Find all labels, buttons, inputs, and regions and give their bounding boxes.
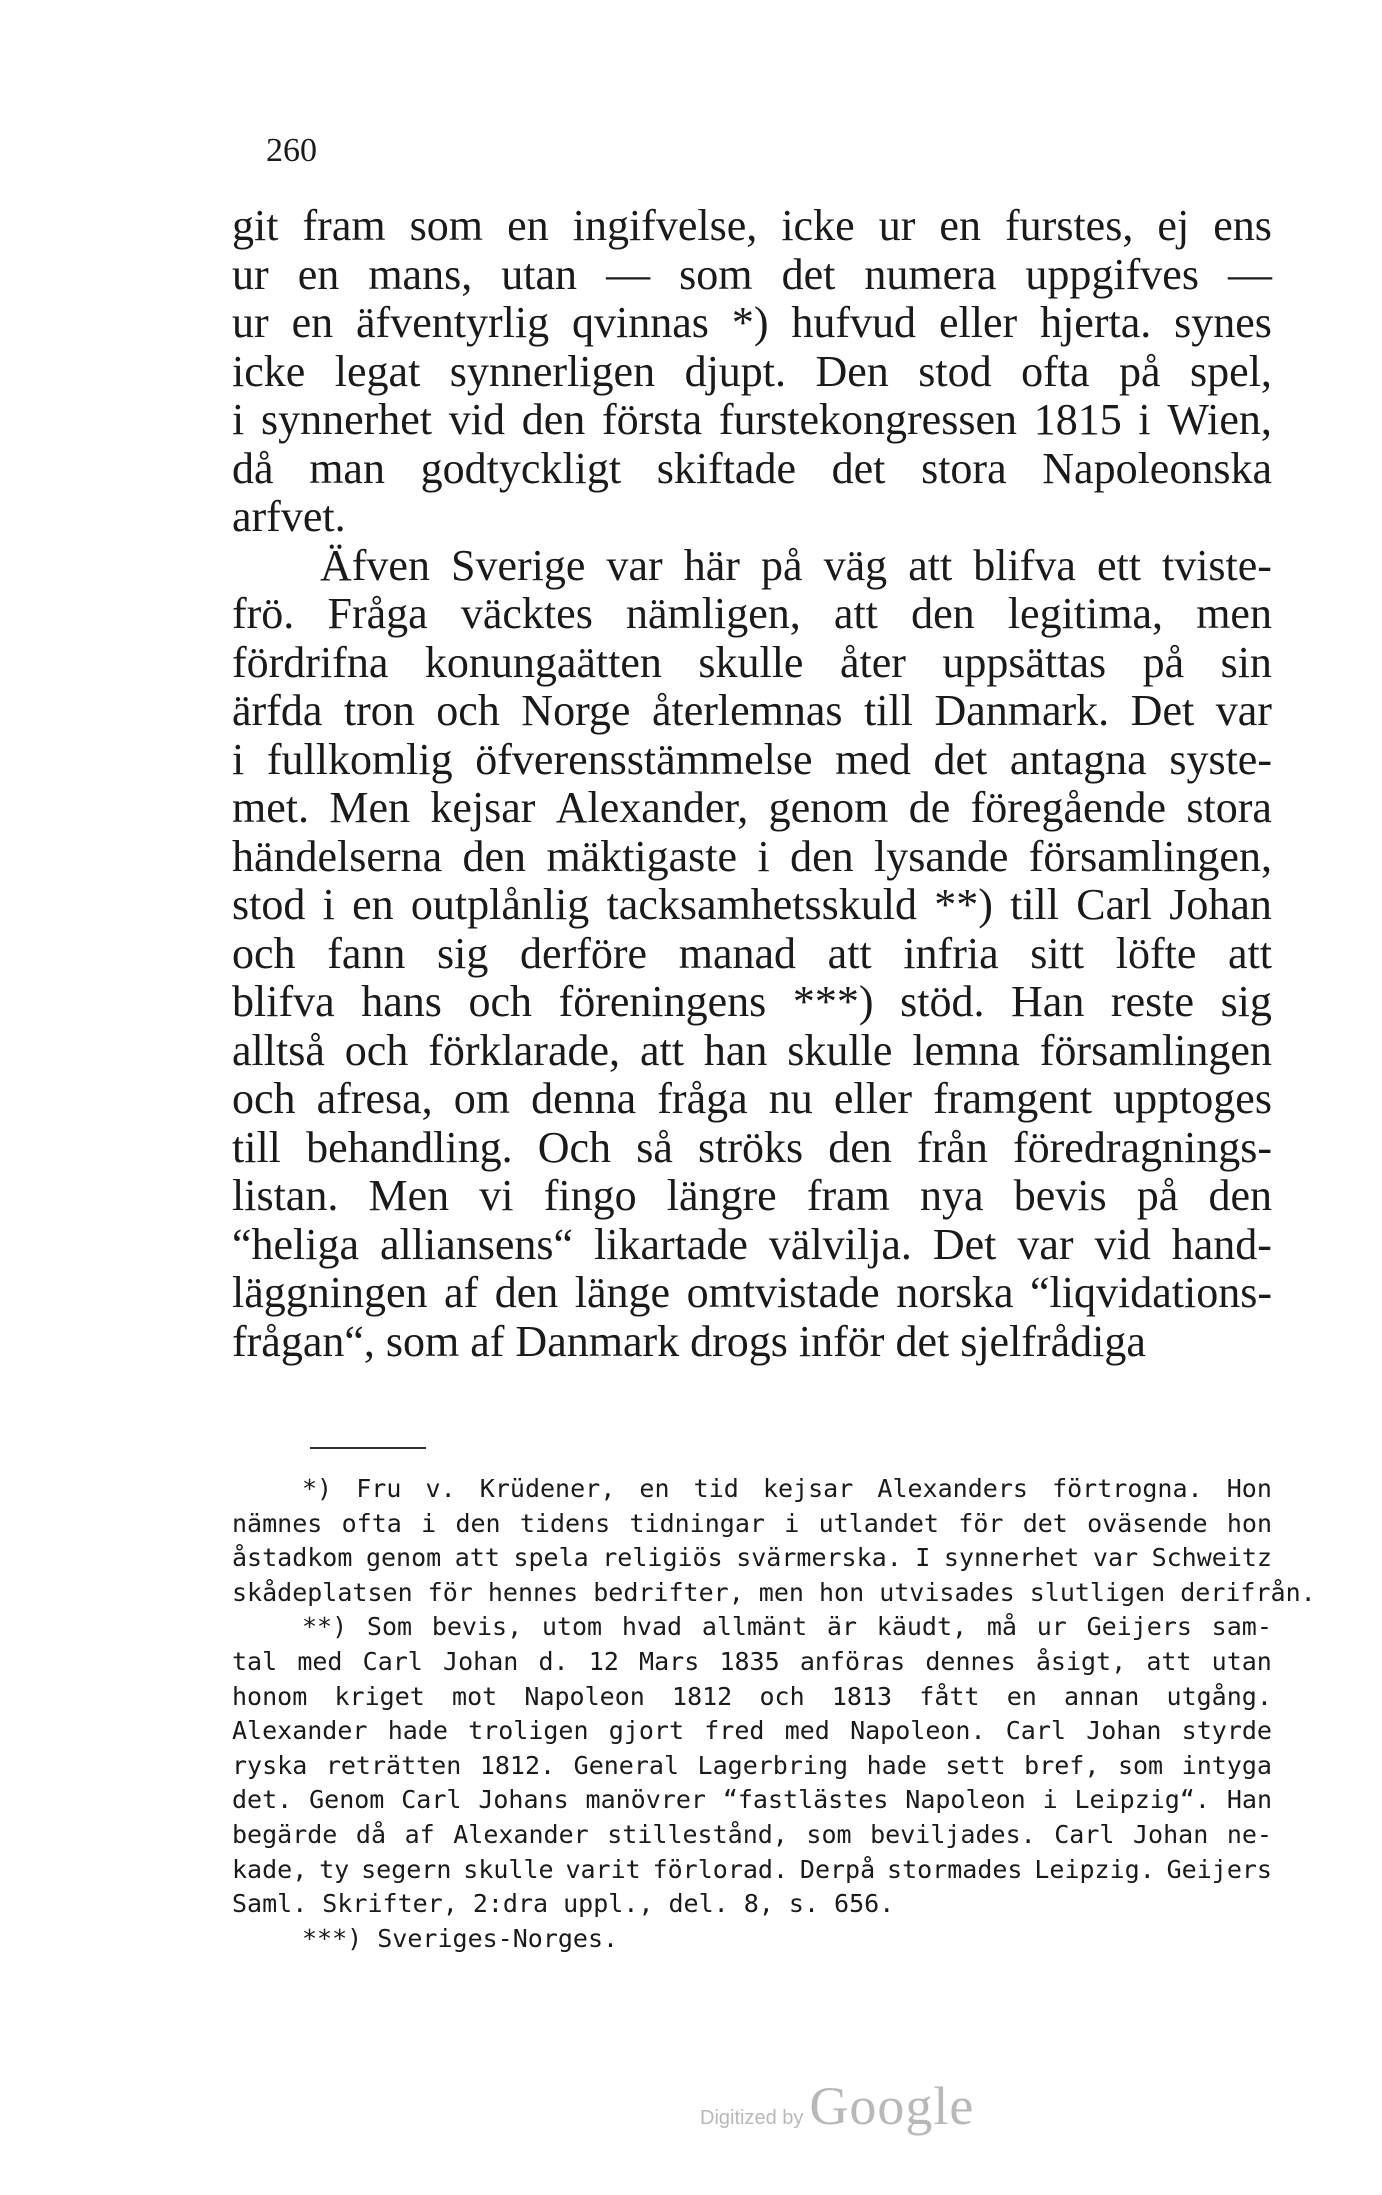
footnote-line: begärde då af Alexander stillestånd, som beviljades. Carl Johan ne- bbox=[232, 1819, 1272, 1849]
watermark-prefix: Digitized by bbox=[700, 2107, 804, 2129]
body-line: listan. Men vi fingo längre fram nya bevis på den bbox=[232, 1171, 1272, 1220]
body-line: och fann sig derföre manad att infria sitt löfte att bbox=[232, 928, 1272, 978]
footnotes bbox=[232, 1472, 1316, 1956]
body-line: alltså och förklarade, att han skulle lemna församlingen bbox=[232, 1025, 1272, 1075]
body-line: till behandling. Och så ströks den från föredragnings- bbox=[232, 1122, 1272, 1172]
footnote-line: **) Som bevis, utom hvad allmänt är käudt, må ur Geijers sam- bbox=[302, 1612, 1272, 1642]
footnote-line: honom kriget mot Napoleon 1812 och 1813 fått en annan utgång. bbox=[232, 1681, 1272, 1711]
body-line: i synnerhet vid den första furstekongressen 1815 i Wien, bbox=[232, 395, 1272, 444]
footnote-line: Saml. Skrifter, 2:dra uppl., del. 8, s. 656. bbox=[232, 1889, 895, 1919]
footnote-line: åstadkom genom att spela religiös svärmerska. I synnerhet var Schweitz bbox=[232, 1543, 1272, 1573]
footnote-line: ryska reträtten 1812. General Lagerbring hade sett bref, som intyga bbox=[232, 1750, 1272, 1780]
google-logo: Google bbox=[809, 2076, 975, 2136]
body-line: arfvet. bbox=[232, 492, 346, 541]
body-line: händelserna den mäktigaste i den lysande församlingen, bbox=[232, 831, 1272, 881]
body-line: i fullkomlig öfverensstämmelse med det antagna syste- bbox=[232, 734, 1272, 784]
body-line: git fram som en ingifvelse, icke ur en furstes, ej ens bbox=[232, 201, 1272, 250]
footnote-line: skådeplatsen för hennes bedrifter, men hon utvisades slutligen derifrån. bbox=[232, 1577, 1316, 1607]
footnote-line: *) Fru v. Krüdener, en tid kejsar Alexanders förtrogna. Hon bbox=[302, 1474, 1272, 1503]
body-line: “heliga alliansens“ likartade välvilja. Det var vid hand- bbox=[232, 1219, 1272, 1269]
body-line: met. Men kejsar Alexander, genom de föregående stora bbox=[232, 783, 1272, 832]
footnote-line: nämnes ofta i den tidens tidningar i utlandet för det oväsende hon bbox=[232, 1508, 1272, 1538]
body-line: fördrifna konungaätten skulle åter uppsättas på sin bbox=[232, 637, 1272, 687]
page-number: 260 bbox=[266, 132, 317, 169]
body-line: ur en äfventyrlig qvinnas *) hufvud eller hjerta. synes bbox=[232, 298, 1272, 347]
body-line: Äfven Sverige var här på väg att blifva ett tviste- bbox=[320, 540, 1272, 590]
body-line: frö. Fråga väcktes nämligen, att den legitima, men bbox=[232, 589, 1272, 638]
footnote-line: Alexander hade troligen gjort fred med Napoleon. Carl Johan styrde bbox=[232, 1716, 1272, 1746]
watermark bbox=[700, 2075, 974, 2137]
body-line: läggningen af den länge omtvistade norska “liqvidations- bbox=[232, 1268, 1272, 1317]
body-line: frågan“, som af Danmark drogs inför det sjelfrådiga bbox=[232, 1316, 1146, 1366]
body-line: ur en mans, utan — som det numera uppgifves — bbox=[232, 249, 1272, 299]
body-text bbox=[232, 202, 1272, 1366]
body-line: då man godtyckligt skiftade det stora Napoleonska bbox=[232, 443, 1272, 493]
footnote-line: kade, ty segern skulle varit förlorad. Derpå stormades Leipzig. Geijers bbox=[232, 1854, 1272, 1884]
body-line: icke legat synnerligen djupt. Den stod ofta på spel, bbox=[232, 346, 1272, 396]
footnote-line: tal med Carl Johan d. 12 Mars 1835 anföras dennes åsigt, att utan bbox=[232, 1646, 1272, 1676]
body-line: blifva hans och föreningens ***) stöd. Han reste sig bbox=[232, 977, 1272, 1026]
footnote-rule bbox=[310, 1447, 426, 1449]
footnote-line: ***) Sveriges-Norges. bbox=[302, 1923, 619, 1953]
body-line: stod i en outplånlig tacksamhetsskuld **) till Carl Johan bbox=[232, 880, 1272, 929]
body-line: ärfda tron och Norge återlemnas till Danmark. Det var bbox=[232, 686, 1272, 735]
footnote-line: det. Genom Carl Johans manövrer “fastlästes Napoleon i Leipzig“. Han bbox=[232, 1785, 1272, 1815]
body-line: och afresa, om denna fråga nu eller framgent upptoges bbox=[232, 1074, 1272, 1123]
